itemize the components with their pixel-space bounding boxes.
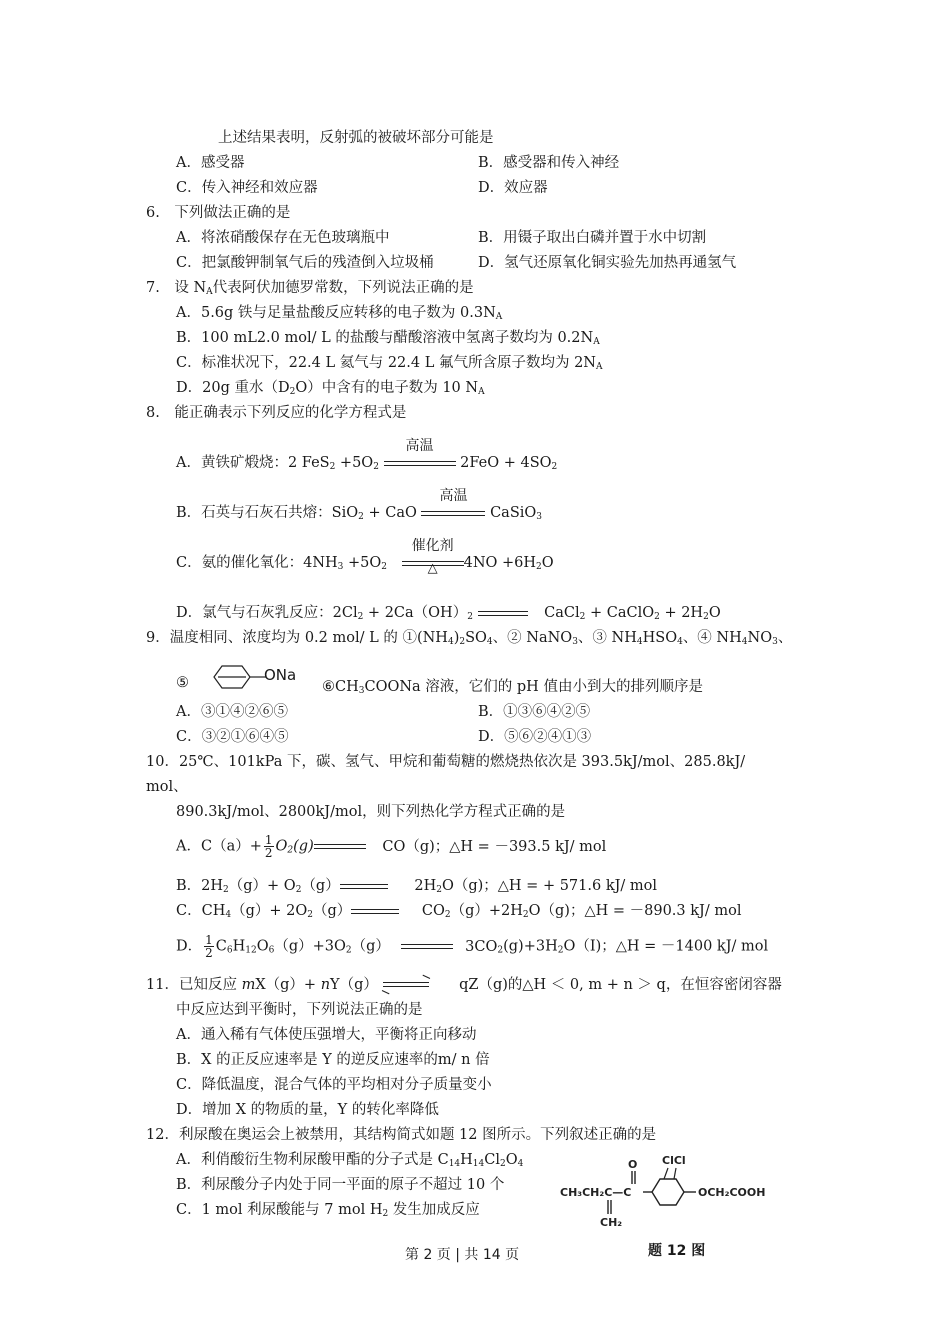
figure-caption: 题 12 图	[648, 1243, 706, 1259]
option-c: C．$CH_4(g)+ 2O_2(g)$ $CO_2(g)+2H_2O(g)$；△H = －890.3 kJ/ mol	[176, 903, 742, 920]
option-c: C．把氯酸钾制氧气后的残渣倒入垃圾桶	[176, 255, 434, 271]
question-12: 12．利尿酸在奥运会上被禁用，其结构简式如题 12 图所示。下列叙述正确的是	[146, 1127, 657, 1143]
option-b: B．石英与石灰石共熔：SiO$_2$ + CaO 高温 CaSiO$_3$	[176, 488, 543, 522]
equals-sign	[340, 884, 388, 889]
question-7: 7. 设 $N_A$代表阿伏加德罗常数，下列说法正确的是	[146, 280, 474, 297]
equals-sign	[401, 944, 453, 949]
option-c: C．③②①⑥④⑤	[176, 729, 289, 745]
option-d: D．20g 重水$(D_2O)$中含有的电子数为 10 $N_A$	[176, 380, 485, 397]
option-c: C．标准状况下，22.4 L 氦气与 22.4 L 氟气所含原子数均为 $2N_A$	[176, 355, 603, 372]
option-b: B．利尿酸分子内处于同一平面的原子不超过 10 个	[176, 1177, 505, 1193]
option-a: A．黄铁矿煅烧：2 $FeS_2 +5O_2$ 高温 $2FeO + 4SO_2$	[176, 438, 558, 472]
struct-right-text: OCH₂COOH	[698, 1186, 766, 1199]
question-10-cont: 890.3kJ/mol、2800kJ/mol，则下列热化学方程式正确的是	[176, 804, 566, 820]
option-a: A．5.6g 铁与足量盐酸反应转移的电子数为 $0.3N_A$	[176, 305, 503, 322]
option-d: D．增加 X 的物质的量，Y 的转化率降低	[176, 1102, 439, 1118]
option-c: C．降低温度，混合气体的平均相对分子质量变小	[176, 1077, 492, 1093]
question-11-cont: 中反应达到平衡时，下列说法正确的是	[176, 1002, 423, 1018]
option-b: B．$2H_2(g)+ O_2(g)$ $2H_2O(g)$；△H = + 571.6 kJ/ mol	[176, 878, 658, 895]
ona-label: ONa	[264, 666, 297, 684]
question-11: 11．已知反应 mX（g）+ nY（g） qZ（g)的△H ＜ 0, m + n ＞ q，在恒容密闭容器	[146, 973, 782, 994]
struct-ch2-text: CH₂	[600, 1216, 623, 1229]
question-9-cont: $⑥CH_3COONa$ 溶液，它们的 pH 值由小到大的排列顺序是	[322, 679, 703, 696]
ethacrynic-acid-structure	[560, 1152, 780, 1232]
option-d: D． $\frac{1}{2}$ $C_6H_{12}O_6(g)+3O_2(g)$ $3CO_2(g)+3H_2O(I)$；△H = －1400 kJ/ mol	[176, 933, 769, 960]
question-10: 10．25℃、101kPa 下，碳、氢气、甲烷和葡萄糖的燃烧热依次是 393.5kJ/mol、285.8kJ/	[146, 754, 746, 770]
question-6: 6. 下列做法正确的是	[146, 205, 291, 221]
option-a: A．C（a）+ $\frac{1}{2}$ $O_2(g)$ CO（g)；△H = －393.5 kJ/ mol	[176, 833, 607, 860]
equals-sign	[351, 909, 399, 914]
option-b: B．①③⑥④②⑤	[478, 704, 591, 720]
option-d: D．氢气还原氧化铜实验先加热再通氢气	[478, 255, 737, 271]
struct-left-text: CH₃CH₂C—C	[560, 1186, 632, 1199]
option-b: B．100 mL2.0 mol/ L 的盐酸与醋酸溶液中氢离子数均为 $0.2N_A$	[176, 330, 600, 347]
struct-clcl-text: ClCl	[662, 1154, 686, 1167]
option-a: A．感受器	[176, 155, 245, 171]
page-footer: 第 2 页 | 共 14 页	[405, 1247, 520, 1263]
option-a: A．通入稀有气体使压强增大，平衡将正向移动	[176, 1027, 477, 1043]
circled-5: ⑤	[176, 675, 189, 691]
equals-sign	[478, 611, 528, 616]
option-b: B．用镊子取出白磷并置于水中切割	[478, 230, 707, 246]
text-line: 上述结果表明，反射弧的被破坏部分可能是	[218, 130, 494, 146]
option-c: C．氨的催化氧化：$4NH_3 +5O_2$ 催化剂 △ $4NO +6H_2O$	[176, 538, 554, 576]
equals-sign: 催化剂 △	[402, 555, 464, 571]
option-a: A．③①④②⑥⑤	[176, 704, 288, 720]
question-10-cont: mol、	[146, 779, 188, 795]
option-a: A．将浓硝酸保存在无色玻璃瓶中	[176, 230, 390, 246]
option-a: A．利俏酸衍生物利尿酸甲酯的分子式是 $C_{14}H_{14}Cl_2O_4$	[176, 1152, 524, 1169]
question-8: 8. 能正确表示下列反应的化学方程式是	[146, 405, 407, 421]
reversible-arrow-icon	[383, 980, 429, 990]
equals-sign: 高温	[421, 505, 485, 521]
option-d: D．⑤⑥②④①③	[478, 729, 592, 745]
option-d: D．氯气与石灰乳反应：$2Cl_2 + 2Ca(OH)_2$ CaCl$_2$ + CaClO$_2$ + $2H_2O$	[176, 605, 721, 622]
option-c: C．1 mol 利尿酸能与 7 mol $H_2$ 发生加成反应	[176, 1202, 480, 1219]
option-c: C．传入神经和效应器	[176, 180, 318, 196]
equals-sign: 高温	[384, 455, 456, 471]
benzene-ring-icon	[208, 663, 268, 691]
question-9: 9．温度相同、浓度均为 0.2 mol/ L 的 $①(NH_4)_2SO_4$、② NaNO$_3$、③ $NH_4HSO_4$、④ $NH_4NO_3$、	[146, 630, 793, 647]
option-d: D．效应器	[478, 180, 548, 196]
struct-o-text: O	[628, 1158, 638, 1171]
option-b: B．X 的正反应速率是 Y 的逆反应速率的m/ n 倍	[176, 1052, 490, 1068]
equals-sign	[314, 844, 366, 849]
option-b: B．感受器和传入神经	[478, 155, 620, 171]
